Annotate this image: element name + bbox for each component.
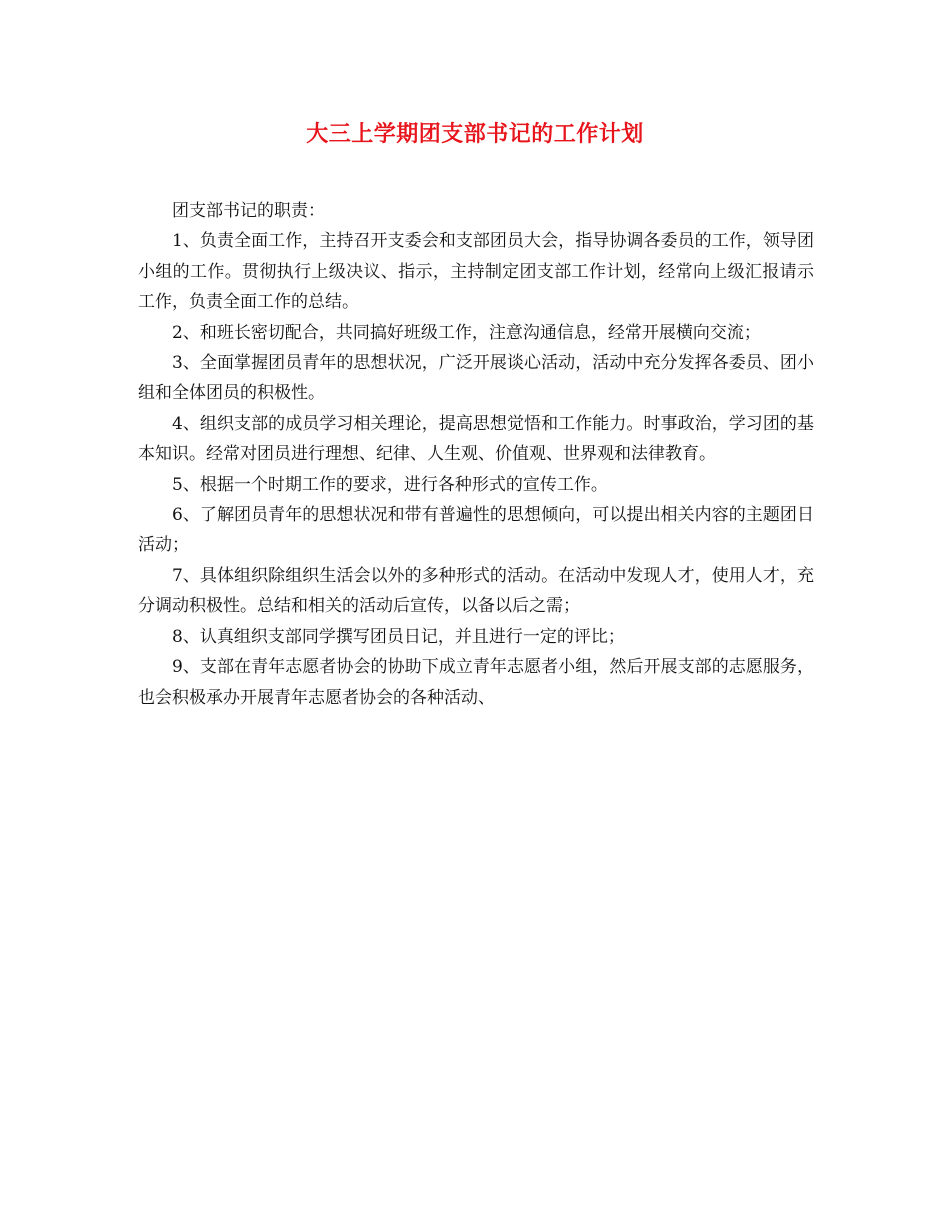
paragraph-item-8: 8、认真组织支部同学撰写团员日记，并且进行一定的评比；	[172, 626, 625, 647]
paragraph-item-5: 5、根据一个时期工作的要求，进行各种形式的宣传工作。	[172, 474, 608, 495]
paragraph-item-4: 4、组织支部的成员学习相关理论，提高思想觉悟和工作能力。时事政治，学习团的基本知识。经常对团员进行理想、纪律、人生观、价值观、世界观和法律教育。	[138, 413, 814, 465]
paragraph-item-1: 1、负责全面工作，主持召开支委会和支部团员大会，指导协调各委员的工作，领导团小组的工作。贯彻执行上级决议、指示，主持制定团支部工作计划，经常向上级汇报请示工作，负责全面工作的总结。	[138, 231, 814, 313]
paragraph-duties-heading: 团支部书记的职责：	[172, 201, 325, 221]
paragraph-item-9: 9、支部在青年志愿者协会的协助下成立青年志愿者小组，然后开展支部的志愿服务，也会积极承办开展青年志愿者协会的各种活动、	[138, 657, 814, 708]
document-title: 大三上学期团支部书记的工作计划	[306, 122, 644, 147]
paragraph-item-6: 6、了解团员青年的思想状况和带有普遍性的思想倾向，可以提出相关内容的主题团日活动；	[138, 505, 814, 556]
paragraph-item-3: 3、全面掌握团员青年的思想状况，广泛开展谈心活动，活动中充分发挥各委员、团小组和全体团员的积极性。	[138, 353, 814, 404]
paragraph-item-7: 7、具体组织除组织生活会以外的多种形式的活动。在活动中发现人才，使用人才，充分调动积极性。总结和相关的活动后宣传，以备以后之需；	[138, 565, 814, 617]
document-body	[138, 196, 814, 713]
paragraph-item-2: 2、和班长密切配合，共同搞好班级工作，注意沟通信息，经常开展横向交流；	[172, 322, 761, 343]
